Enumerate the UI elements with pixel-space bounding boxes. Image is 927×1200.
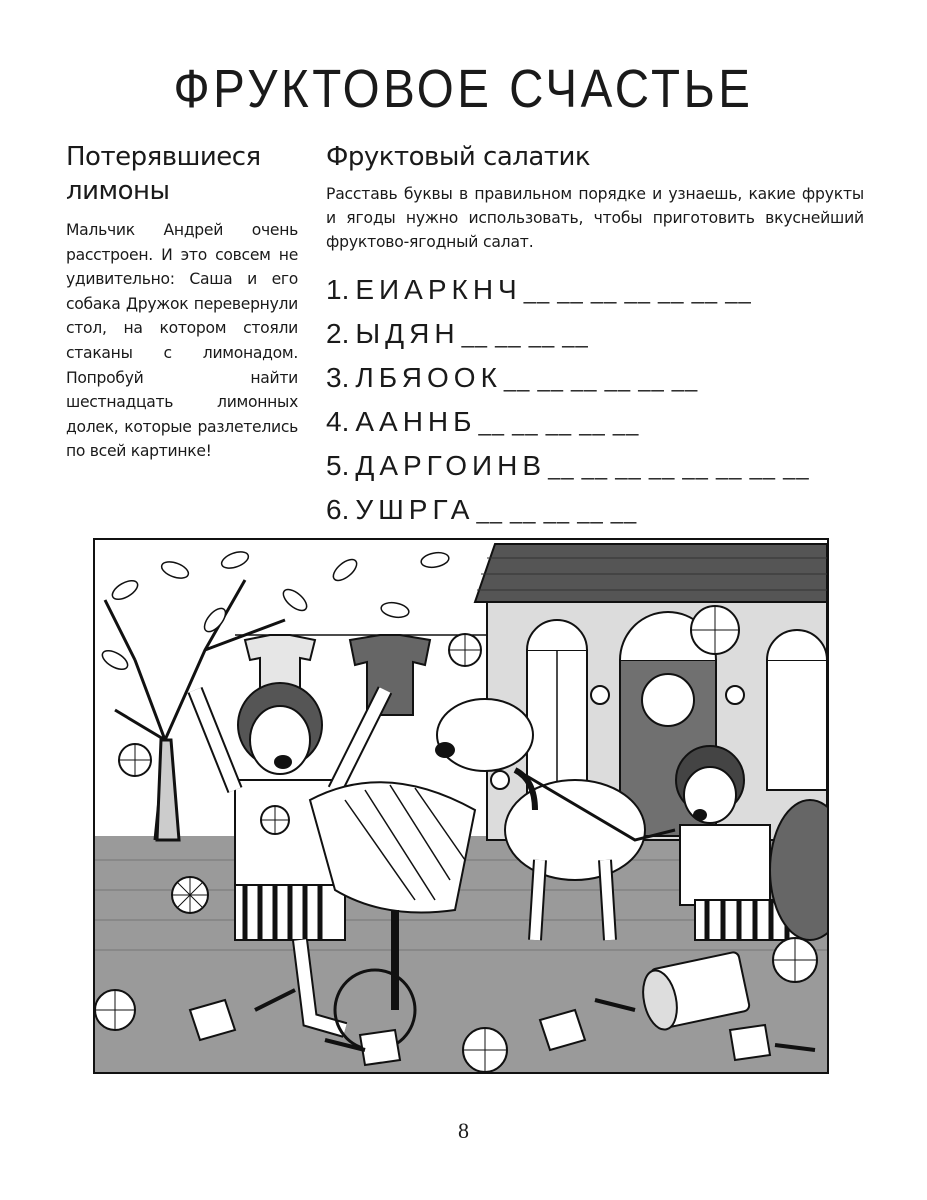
lemons-section: [66, 140, 298, 464]
anagram-item: [326, 488, 864, 532]
salad-heading: Фруктовый салатик: [326, 142, 591, 172]
cup-icon: [730, 1025, 770, 1060]
anagram-number: 1.: [326, 274, 350, 305]
door-lemon-window: [642, 674, 694, 726]
cup-icon: [360, 1030, 400, 1065]
lemons-heading: [66, 140, 298, 208]
lemon-slice-icon: [95, 990, 135, 1030]
anagram-item: [326, 312, 864, 356]
seek-and-find-illustration[interactable]: [93, 538, 829, 1074]
anagram-blanks[interactable]: __ __ __ __ __ __ __ __: [548, 455, 810, 480]
anagram-blanks[interactable]: __ __ __ __ __: [478, 411, 640, 436]
lemons-text: Мальчик Андрей очень расстроен. И это совсем не удивительно: Саша и его собака Дружок перевернули стол, на котором стояли стаканы с лимонадом. Попробуй найти шестнадцать лимонных долек, которые разлетелись по всей картинке!: [66, 221, 298, 461]
anagram-number: 4.: [326, 406, 350, 437]
anagram-letters: ЛБЯООК: [355, 362, 502, 393]
lemon-slice-icon: [172, 877, 208, 913]
anagram-letters: ЕИАРКНЧ: [355, 274, 522, 305]
anagram-item: [326, 356, 864, 400]
page-number: 8: [458, 1118, 469, 1143]
anagram-blanks[interactable]: __ __ __ __ __: [476, 499, 638, 524]
salad-section: [326, 140, 864, 532]
anagram-item: [326, 268, 864, 312]
anagram-letters: ЫДЯН: [355, 318, 460, 349]
lemon-slice-icon: [261, 806, 289, 834]
anagram-list: [326, 268, 864, 532]
anagram-number: 3.: [326, 362, 350, 393]
anagram-item: [326, 444, 864, 488]
anagram-blanks[interactable]: __ __ __ __ __ __: [503, 367, 699, 392]
shirt-light: [245, 635, 315, 690]
anagram-number: 2.: [326, 318, 350, 349]
anagram-letters: УШРГА: [355, 494, 475, 525]
anagram-number: 5.: [326, 450, 350, 481]
lemon-slice-icon: [773, 938, 817, 982]
anagram-blanks[interactable]: __ __ __ __ __ __ __: [523, 279, 752, 304]
anagram-letters: ААННБ: [355, 406, 477, 437]
lemons-heading-line1: Потерявшиеся: [66, 142, 261, 172]
salad-intro: Расставь буквы в правильном порядке и узнаешь, какие фрукты и ягоды нужно использовать, чтобы приготовить вкуснейший фруктово-ягодный салат.: [326, 185, 864, 251]
page-title: ФРУКТОВОЕ СЧАСТЬЕ: [173, 59, 754, 119]
shirt-dark: [350, 635, 430, 715]
anagram-letters: ДАРГОИНВ: [355, 450, 547, 481]
anagram-item: [326, 400, 864, 444]
lemon-slice-icon: [119, 744, 151, 776]
lemon-slice-icon: [449, 634, 481, 666]
house-window-right: [767, 660, 827, 790]
lemon-slice-icon: [691, 606, 739, 654]
lemons-heading-line2: лимоны: [66, 176, 170, 206]
lemon-slice-icon: [463, 1028, 507, 1072]
anagram-blanks[interactable]: __ __ __ __: [461, 323, 589, 348]
anagram-number: 6.: [326, 494, 350, 525]
